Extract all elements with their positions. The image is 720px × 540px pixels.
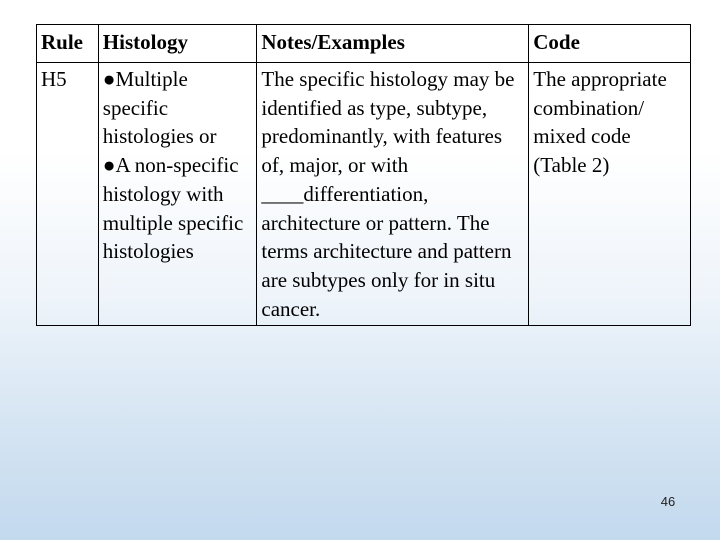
histology-cell [98, 63, 257, 326]
histology-item: ●A non-specific histology with multiple specific histologies [102, 153, 244, 264]
code-cell: The appropriate combination/ mixed code (Table 2) [529, 63, 691, 326]
table-row [37, 63, 691, 326]
page-number: 46 [660, 494, 676, 509]
header-notes-examples: Notes/Examples [257, 25, 529, 63]
rules-table [36, 24, 691, 326]
histology-item: ●Multiple specific histologies or [102, 67, 217, 149]
header-rule: Rule [37, 25, 99, 63]
rule-cell: H5 [37, 63, 99, 326]
bullet-icon: ● [102, 153, 116, 178]
bullet-icon: ● [102, 67, 116, 91]
notes-cell: The specific histology may be identified as type, subtype, predominantly, with features of, major, or with ____differentiation, architecture or pattern. The terms architecture and pattern are subtypes only for in situ cancer. [257, 63, 529, 326]
header-histology: Histology [98, 25, 257, 63]
header-code: Code [529, 25, 691, 63]
table-header-row [37, 25, 691, 63]
